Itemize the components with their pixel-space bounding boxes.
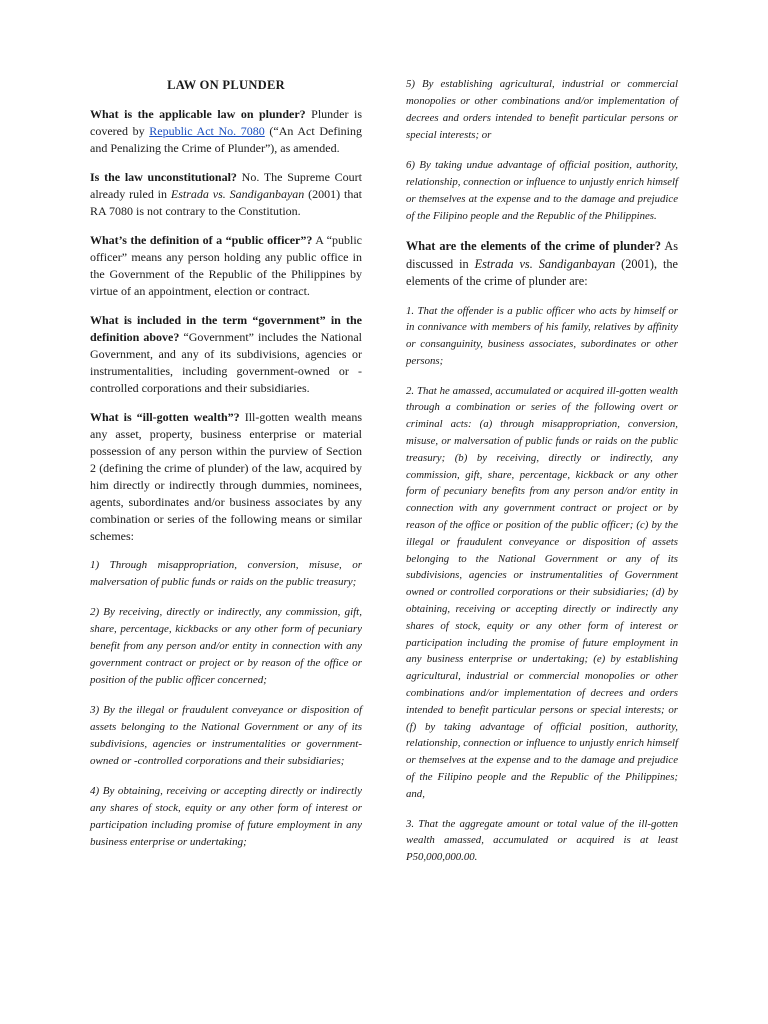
element-item-2: 2. That he amassed, accumulated or acquired ill-gotten wealth through a combination or series of the following overt or criminal acts: (a) through misappropriation, conversion, misuse, or malversation of public funds or raids on the public treasury; (b) by receiving, directly or indirectly, any commission, gift, share, percentage, kickback or any other form of pecuniary benefits from any person and/or entity in connection with any government contract or project or by reason of the office or position of the public officer; (c) by the illegal or fraudulent conveyance or disposition of assets belonging to the National Government or any of its subdivisions, agencies or instrumentalities of Government owned or controlled corporations or their subsidiaries; (d) by obtaining, receiving or accepting directly or indirectly any shares of stock, equity or any other form of interest or participation including the promise of future employment in any business enterprise or undertaking; (e) by establishing agricultural, industrial or commercial monopolies or other combinations and/or implementation of decrees and orders intended to benefit particular persons or special interests; or (f) by taking advantage of official position, authority, relationship, connection or influence to unjustly enrich himself or themselves at the expense and to the damage and prejudice of the Filipino people and the Republic of the Philippines; and,	[406, 384, 678, 800]
element-item-3: 3. That the aggregate amount or total value of the ill-gotten wealth amassed, accumulated or acquired is at least P50,000,000.00.	[406, 817, 678, 864]
means-item-2: 2) By receiving, directly or indirectly, any commission, gift, share, percentage, kickbacks or any other form of pecuniary benefit from any person and/or entity in connection with any government contract or project or by reason of the office or position of the public officer concerned;	[90, 606, 362, 686]
answer-text: (2001) that RA 7080 is not contrary to the Constitution.	[90, 187, 362, 218]
answer-text: (“An Act Defining and Penalizing the Crime of Plunder”), as amended.	[90, 124, 362, 155]
question-ill-gotten-wealth: What is “ill-gotten wealth”?	[90, 410, 240, 424]
qa-applicable-law	[90, 106, 362, 157]
answer-text: No. The Supreme Court already ruled in	[90, 170, 362, 201]
element-item-1: 1. That the offender is a public officer who acts by himself or in connivance with members of his family, relatives by affinity or consanguinity, business associates, subordinates or other persons;	[406, 304, 678, 367]
answer-text: As discussed in	[406, 239, 678, 271]
answer-text: Plunder is covered by	[90, 107, 362, 138]
answer-text: “Government” includes the National Government, and any of its subdivisions, agencies or instrumentalities, including government-owned or -controlled corporations and their subsidiaries.	[90, 330, 363, 395]
qa-government	[90, 312, 362, 397]
means-item-6: 6) By taking undue advantage of official position, authority, relationship, connection or influence to unjustly enrich himself or themselves at the expense and to the damage and prejudice of the Filipino people and the Republic of the Philippines.	[406, 159, 678, 222]
question-applicable-law: What is the applicable law on plunder?	[90, 107, 306, 121]
left-column	[90, 76, 362, 864]
qa-elements	[406, 238, 678, 291]
means-item-4: 4) By obtaining, receiving or accepting directly or indirectly any shares of stock, equity or any other form of interest or participation including promise of future employment in any business enterprise or undertaking;	[90, 785, 362, 848]
right-column	[406, 76, 678, 879]
answer-text: (2001), the elements of the crime of plunder are:	[406, 256, 678, 288]
republic-act-link[interactable]: Republic Act No. 7080	[149, 124, 265, 138]
means-item-5: 5) By establishing agricultural, industrial or commercial monopolies or other combinations and/or implementation of decrees and orders intended to benefit particular persons or special interests; or	[406, 78, 678, 141]
question-public-officer: What’s the definition of a “public officer”?	[90, 233, 313, 247]
qa-public-officer	[90, 232, 362, 300]
question-government: What is included in the term “government” in the definition above?	[90, 313, 362, 344]
question-elements: What are the elements of the crime of plunder?	[406, 239, 662, 253]
qa-ill-gotten-wealth	[90, 409, 362, 545]
answer-text: Ill-gotten wealth means any asset, property, business enterprise or material possession of any person within the purview of Section 2 (defining the crime of plunder) of the law, acquired by him directly or indirectly through dummies, nominees, agents, subordinates and/or business associates by any combination or series of the following means or similar schemes:	[90, 410, 363, 543]
answer-text: A “public officer” means any person holding any public office in the Government of the Republic of the Philippines by virtue of an appointment, election or contract.	[90, 233, 362, 298]
question-unconstitutional: Is the law unconstitutional?	[90, 170, 237, 184]
case-citation: Estrada vs. Sandiganbayan	[474, 256, 616, 271]
qa-unconstitutional	[90, 169, 362, 220]
document-title: LAW ON PLUNDER	[167, 78, 285, 92]
case-citation: Estrada vs. Sandiganbayan	[170, 187, 305, 201]
means-item-1: 1) Through misappropriation, conversion, misuse, or malversation of public funds or raids on the public treasury;	[90, 559, 362, 588]
means-item-3: 3) By the illegal or fraudulent conveyance or disposition of assets belonging to the National Government or any of its subdivisions, agencies or instrumentalities or government-owned or -controlled corporations and their subsidiaries;	[90, 704, 362, 767]
